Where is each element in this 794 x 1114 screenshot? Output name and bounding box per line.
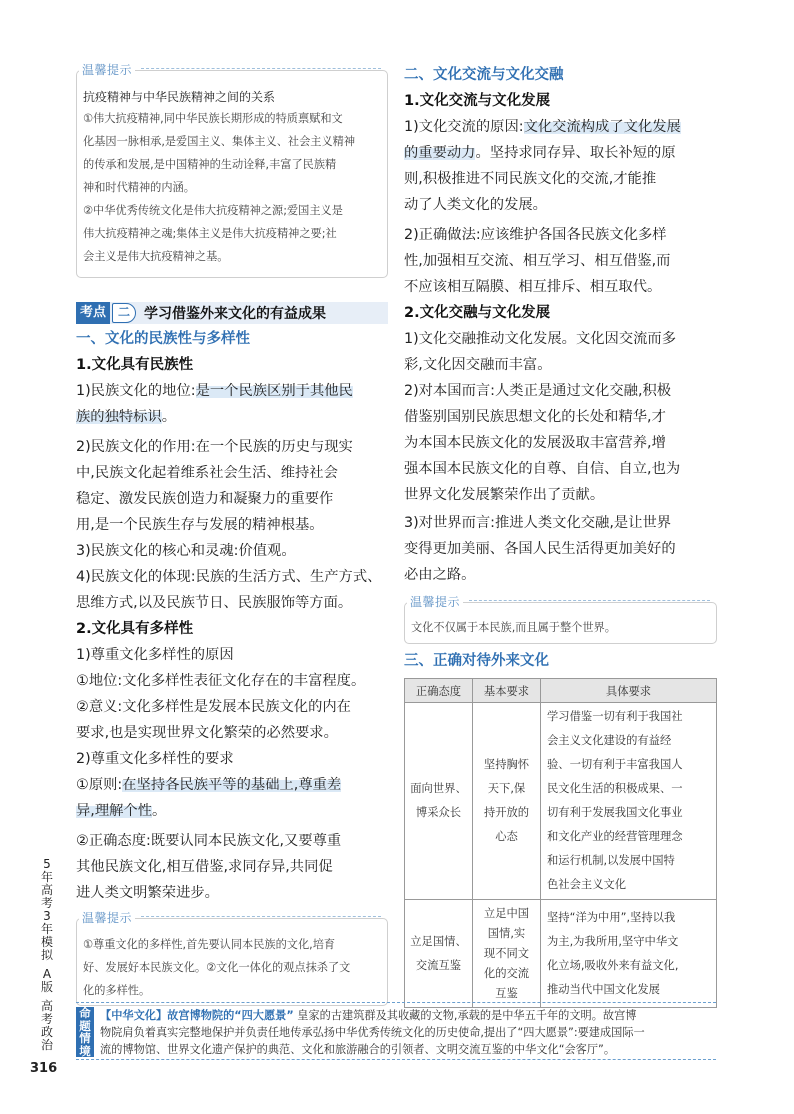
sidebar-char: 模 bbox=[40, 935, 53, 949]
body-line: 强本国本民族文化的自尊、自信、自立,也为 bbox=[404, 461, 681, 477]
item-lead: ①原则: bbox=[76, 777, 123, 793]
highlight-text: 的重要动力 bbox=[404, 145, 476, 161]
body-line: 其他民族文化,相互借鉴,求同存异,共同促 bbox=[76, 859, 333, 875]
cell-line: 化立场,吸收外来有益文化, bbox=[547, 958, 679, 972]
tag-char: 命 bbox=[79, 1006, 91, 1020]
section-heading: 三、正确对待外来文化 bbox=[404, 653, 549, 669]
body-line: 动了人类文化的发展。 bbox=[404, 197, 547, 213]
cell-line: 立足中国 bbox=[483, 906, 530, 920]
tip-paragraph-2 bbox=[83, 199, 381, 268]
body-line: 世界文化发展繁荣作出了贡献。 bbox=[404, 487, 605, 503]
cell-line: 化的交流 bbox=[483, 966, 530, 980]
body-line: 用,是一个民族生存与发展的精神根基。 bbox=[76, 517, 324, 533]
context-tag bbox=[76, 1007, 94, 1057]
context-title: 【中华文化】故宫博物院的“四大愿景” bbox=[100, 1009, 294, 1022]
body-line: ②正确态度:既要认同本民族文化,又要尊重 bbox=[76, 833, 342, 849]
body-line: 4)民族文化的体现:民族的生活方式、生产方式、 bbox=[76, 569, 382, 585]
table-cell-attitude bbox=[405, 703, 473, 900]
body-line: 1)文化交融推动文化发展。文化因交流而多 bbox=[404, 331, 677, 347]
body-line: 思维方式,以及民族节日、民族服饰等方面。 bbox=[76, 595, 353, 611]
topic-title: 学习借鉴外来文化的有益成果 bbox=[144, 306, 327, 322]
tip-box-world bbox=[404, 595, 717, 644]
cell-line: 立足国情、 bbox=[410, 934, 467, 948]
cell-line: 现不同文 bbox=[483, 946, 530, 960]
item-function bbox=[76, 434, 388, 538]
sidebar-char: 高 bbox=[40, 883, 53, 897]
cell-line: 持开放的 bbox=[483, 806, 530, 819]
cell-line: 色社会主义文化 bbox=[547, 878, 627, 891]
item-lead: 1)文化交流的原因: bbox=[404, 119, 524, 135]
body-line: 则,积极推进不同民族文化的交流,才能推 bbox=[404, 171, 657, 187]
context-line: 物院肩负着真实完整地保护并负责任地传承弘扬中华优秀传统文化的历史使命,提出了“四大愿景”:要建成国际一 bbox=[100, 1026, 645, 1039]
body-line: 中,民族文化起着维系社会生活、维持社会 bbox=[76, 465, 338, 481]
tip-label: 温馨提示 bbox=[407, 593, 463, 610]
sidebar-char: 高 bbox=[40, 999, 53, 1013]
highlight-text: 异,理解个性 bbox=[76, 803, 153, 819]
subheading: 1.文化交流与文化发展 bbox=[404, 93, 551, 109]
highlight-text: 是一个民族区别于其他民 bbox=[195, 383, 353, 399]
item-punct: 。 bbox=[152, 803, 167, 819]
right-column bbox=[404, 62, 717, 1008]
attitude-table bbox=[404, 678, 717, 1008]
cell-line: 民文化生活的积极成果、一 bbox=[547, 782, 683, 795]
topic-tag: 考点 bbox=[76, 302, 110, 324]
body-line: 进人类文明繁荣进步。 bbox=[76, 885, 219, 901]
body-line: 稳定、激发民族创造力和凝聚力的重要作 bbox=[76, 491, 334, 507]
item-embodiment bbox=[76, 564, 388, 616]
body-line: 2)民族文化的作用:在一个民族的历史与现实 bbox=[76, 439, 353, 455]
body-line: 要求,也是实现世界文化繁荣的必然要求。 bbox=[76, 725, 338, 741]
body-line: 2)对本国而言:人类正是通过文化交融,积极 bbox=[404, 383, 672, 399]
body-line: 性,加强相互交流、相互学习、相互借鉴,而 bbox=[404, 253, 671, 269]
table-cell-basic bbox=[473, 900, 541, 1008]
cell-line: 推动当代中国文化发展 bbox=[547, 982, 660, 996]
topic-header bbox=[76, 302, 388, 324]
item-requirements: 2)尊重文化多样性的要求 bbox=[76, 751, 234, 767]
item-fusion bbox=[404, 326, 717, 378]
item-core: 3)民族文化的核心和灵魂:价值观。 bbox=[76, 543, 296, 559]
tag-char: 情 bbox=[79, 1031, 91, 1045]
subheading: 2.文化交融与文化发展 bbox=[404, 305, 551, 321]
cell-line: 验、一切有利于丰富我国人 bbox=[547, 758, 683, 771]
cell-line: 互鉴 bbox=[495, 986, 518, 1000]
sidebar-char: 版 bbox=[40, 980, 53, 994]
table-cell-detail bbox=[541, 900, 717, 1008]
body-line: 不应该相互隔膜、相互排斥、相互取代。 bbox=[404, 279, 662, 295]
cell-line: 坚持“洋为中用”,坚持以我 bbox=[547, 910, 676, 924]
body-line: ②意义:文化多样性是发展本民族文化的内在 bbox=[76, 699, 351, 715]
cell-line: 心态 bbox=[495, 830, 518, 843]
body-line: 必由之路。 bbox=[404, 567, 476, 583]
tip-box-spirit bbox=[76, 63, 388, 278]
section-heading: 二、文化交流与文化交融 bbox=[404, 67, 564, 83]
cell-line: 博采众长 bbox=[415, 806, 462, 819]
tip-line: ②中华优秀传统文化是伟大抗疫精神之源;爱国主义是 bbox=[83, 204, 343, 217]
tip-line: 伟大抗疫精神之魂;集体主义是伟大抗疫精神之要;社 bbox=[83, 227, 337, 240]
body-line: 变得更加美丽、各国人民生活得更加美好的 bbox=[404, 541, 676, 557]
cell-line: 切有利于发展我国文化事业 bbox=[547, 806, 683, 819]
cell-line: 坚持胸怀 bbox=[483, 758, 530, 771]
sidebar-char: 3 bbox=[43, 909, 51, 923]
sidebar-char: 治 bbox=[40, 1038, 53, 1052]
tip-line: 会主义是伟大抗疫精神之基。 bbox=[83, 250, 229, 263]
cell-line: 和运行机制,以发展中国特 bbox=[547, 854, 675, 867]
cell-line: 天下,保 bbox=[487, 782, 526, 795]
tip-heading: 抗疫精神与中华民族精神之间的关系 bbox=[83, 90, 276, 104]
tip-line: 化基因一脉相承,是爱国主义、集体主义、社会主义精神 bbox=[83, 135, 356, 148]
page-number: 316 bbox=[30, 1061, 58, 1076]
cell-line: 学习借鉴一切有利于我国社 bbox=[547, 710, 683, 723]
item-attitude bbox=[76, 828, 388, 906]
tip-line: 化的多样性。 bbox=[83, 984, 151, 997]
sidebar-char: 考 bbox=[40, 1012, 53, 1026]
tip-line: 神和时代精神的内涵。 bbox=[83, 181, 195, 194]
tip-line: 的传承和发展,是中国精神的生动诠释,丰富了民族精 bbox=[83, 158, 337, 171]
sidebar-char: 5 bbox=[43, 857, 51, 871]
item-reason: 1)尊重文化多样性的原因 bbox=[76, 647, 234, 663]
tip-line: ①尊重文化的多样性,首先要认同本民族的文化,培育 bbox=[83, 938, 336, 951]
context-line: 流的博物馆、世界文化遗产保护的典范、文化和旅游融合的引领者、文明交流互鉴的中华文化“会客厅”。 bbox=[100, 1043, 616, 1056]
context-line: 皇家的古建筑群及其收藏的文物,承载的是中华五千年的文明。故宫博 bbox=[297, 1009, 637, 1022]
cell-line: 和文化产业的经营管理理念 bbox=[547, 830, 683, 843]
table-cell-basic bbox=[473, 703, 541, 900]
sidebar-char: 拟 bbox=[40, 948, 53, 962]
tip-divider bbox=[469, 600, 710, 601]
context-text bbox=[100, 1007, 716, 1058]
subheading: 1.文化具有民族性 bbox=[76, 357, 194, 373]
cell-line: 国情,实 bbox=[487, 926, 526, 940]
section-heading: 一、文化的民族性与多样性 bbox=[76, 331, 250, 347]
item-for-country bbox=[404, 378, 717, 508]
item-position: ①地位:文化多样性表征文化存在的丰富程度。 bbox=[76, 673, 366, 689]
table-header: 具体要求 bbox=[541, 679, 717, 703]
item-status bbox=[76, 378, 388, 430]
table-header: 基本要求 bbox=[473, 679, 541, 703]
left-column bbox=[76, 62, 388, 1006]
sidebar-char: 政 bbox=[40, 1025, 53, 1039]
tip-body bbox=[83, 933, 381, 1002]
tip-box-diversity bbox=[76, 911, 388, 1006]
table-row bbox=[405, 703, 717, 900]
topic-number: 二 bbox=[112, 303, 136, 323]
tag-char: 题 bbox=[79, 1018, 91, 1033]
tip-line: ①伟大抗疫精神,同中华民族长期形成的特质禀赋和文 bbox=[83, 112, 343, 125]
item-correct-practice bbox=[404, 222, 717, 300]
table-header-row bbox=[405, 679, 717, 703]
subheading: 2.文化具有多样性 bbox=[76, 621, 194, 637]
item-punct: 。 bbox=[161, 409, 177, 425]
table-row bbox=[405, 900, 717, 1008]
cell-line: 交流互鉴 bbox=[415, 958, 462, 972]
tip-divider bbox=[141, 916, 381, 917]
body-line: 3)对世界而言:推进人类文化交融,是让世界 bbox=[404, 515, 672, 531]
book-sidebar-title bbox=[40, 858, 54, 1052]
body-line: 借鉴别国别民族思想文化的长处和精华,才 bbox=[404, 409, 666, 425]
sidebar-char: 考 bbox=[40, 896, 53, 910]
sidebar-char: 年 bbox=[40, 922, 53, 936]
sidebar-char: 年 bbox=[40, 870, 53, 884]
item-meaning bbox=[76, 694, 388, 746]
highlight-text: 文化交流构成了文化发展 bbox=[523, 119, 681, 135]
tip-label: 温馨提示 bbox=[79, 909, 135, 926]
table-cell-detail bbox=[541, 703, 717, 900]
highlight-text: 在坚持各民族平等的基础上,尊重差 bbox=[122, 777, 342, 793]
tip-body: 文化不仅属于本民族,而且属于整个世界。 bbox=[411, 621, 616, 634]
item-exchange-reason bbox=[404, 114, 717, 218]
item-principle bbox=[76, 772, 388, 824]
item-lead: 1)民族文化的地位: bbox=[76, 383, 196, 399]
tip-divider bbox=[141, 68, 381, 69]
tip-paragraph-1 bbox=[83, 107, 381, 199]
cell-line: 为主,为我所用,坚守中华文 bbox=[547, 934, 679, 948]
table-header: 正确态度 bbox=[405, 679, 473, 703]
item-for-world bbox=[404, 510, 717, 588]
cell-line: 面向世界、 bbox=[410, 782, 467, 795]
highlight-text: 族的独特标识 bbox=[76, 409, 162, 425]
body-text: 。坚持求同存异、取长补短的原 bbox=[475, 145, 676, 161]
body-line: 彩,文化因交融而丰富。 bbox=[404, 357, 552, 373]
context-box bbox=[76, 1002, 716, 1060]
tag-char: 境 bbox=[79, 1043, 91, 1058]
tip-line: 好、发展好本民族文化。②文化一体化的观点抹杀了文 bbox=[83, 961, 351, 974]
body-line: 2)正确做法:应该维护各国各民族文化多样 bbox=[404, 227, 667, 243]
table-cell-attitude bbox=[405, 900, 473, 1008]
tip-label: 温馨提示 bbox=[79, 61, 135, 78]
sidebar-char: A bbox=[42, 967, 52, 981]
body-line: 为本国本民族文化的发展汲取丰富营养,增 bbox=[404, 435, 666, 451]
cell-line: 会主义文化建设的有益经 bbox=[547, 734, 672, 747]
